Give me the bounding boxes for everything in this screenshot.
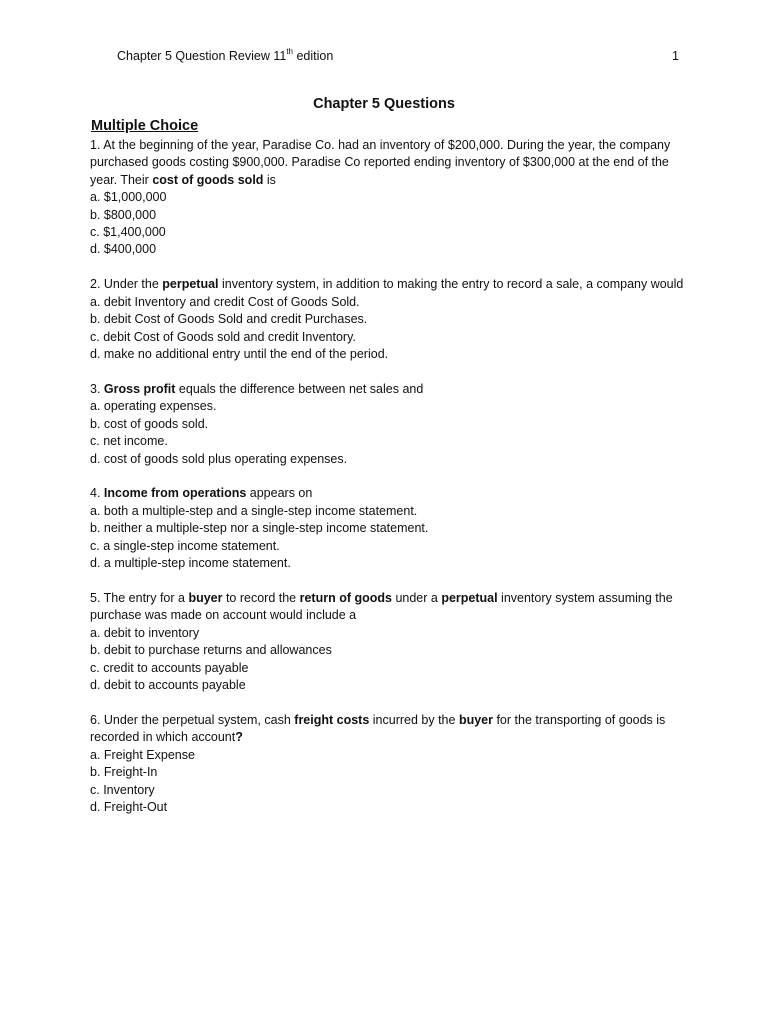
question-5 [90, 590, 685, 694]
answer-option-d: d. a multiple-step income statement. [90, 556, 291, 571]
section-heading: Multiple Choice [91, 118, 199, 134]
answer-option-b: b. debit to purchase returns and allowances [90, 643, 332, 658]
question-3 [90, 381, 685, 468]
question-stem [90, 381, 685, 398]
question-4 [90, 485, 685, 572]
document-title: Chapter 5 Questions [313, 96, 455, 112]
question-1 [90, 137, 685, 259]
answer-option-c: c. credit to accounts payable [90, 660, 249, 675]
answer-option-a: a. operating expenses. [90, 399, 217, 414]
question-stem-text: is [263, 172, 276, 187]
question-stem-text: to record the [222, 590, 300, 605]
question-stem-text: under a [391, 590, 442, 605]
question-stem-text: 6. Under the perpetual system, cash [90, 712, 295, 727]
header-title-suffix: edition [292, 49, 334, 63]
answer-options [90, 503, 685, 573]
question-stem-text: 1. At the beginning of the year, Paradise Co. had an inventory of $200,000. During the year, the company purchased goods costing $900,000. Paradise Co reported ending inventory of $300,000 at the end of the year. Their [90, 138, 671, 187]
question-stem-text: 3. [90, 381, 104, 396]
page-header [117, 47, 679, 65]
answer-option-a: a. debit to inventory [90, 625, 200, 640]
answer-options [90, 189, 685, 259]
question-stem [90, 590, 685, 625]
question-stem-text: 2. Under the [90, 277, 163, 292]
question-stem [90, 137, 685, 189]
answer-option-b: b. debit Cost of Goods Sold and credit Purchases. [90, 312, 368, 327]
question-stem-emphasis: perpetual [162, 277, 219, 292]
answer-option-c: c. net income. [90, 434, 168, 449]
question-stem-emphasis: buyer [458, 712, 493, 727]
answer-option-b: b. $800,000 [90, 207, 157, 222]
answer-option-b: b. Freight-In [90, 765, 158, 780]
page-number: 1 [672, 49, 679, 63]
header-title [117, 47, 333, 65]
header-title-prefix: Chapter 5 Question Review 11 [117, 49, 287, 63]
answer-option-c: c. Inventory [90, 782, 155, 797]
answer-option-d: d. make no additional entry until the end of the period. [90, 346, 389, 361]
answer-option-c: c. $1,400,000 [90, 225, 166, 240]
header-title-superscript: th [286, 46, 293, 56]
question-stem-text: incurred by the [369, 712, 459, 727]
question-stem [90, 276, 685, 293]
question-stem [90, 712, 685, 747]
answer-option-d: d. debit to accounts payable [90, 677, 246, 692]
question-stem-text: equals the difference between net sales and [175, 381, 424, 396]
question-stem-emphasis: cost of goods sold [152, 172, 264, 187]
questions-list [90, 137, 685, 816]
answer-option-d: d. Freight-Out [90, 799, 168, 814]
answer-option-d: d. $400,000 [90, 242, 157, 257]
answer-option-c: c. debit Cost of Goods sold and credit Inventory. [90, 329, 356, 344]
question-stem-emphasis: freight costs [294, 712, 370, 727]
answer-options [90, 625, 685, 695]
question-stem-emphasis: Income from operations [103, 486, 247, 501]
question-stem-text: inventory system assuming the purchase was made on account would include a [90, 590, 673, 623]
question-stem [90, 485, 685, 502]
question-stem-emphasis: buyer [188, 590, 223, 605]
answer-option-a: a. $1,000,000 [90, 190, 167, 205]
question-2 [90, 276, 685, 363]
answer-option-b: b. neither a multiple-step nor a single-step income statement. [90, 521, 429, 536]
question-stem-text: 4. [90, 486, 104, 501]
answer-options [90, 398, 685, 468]
question-stem-text: appears on [246, 486, 313, 501]
answer-option-d: d. cost of goods sold plus operating expenses. [90, 451, 348, 466]
question-stem-text: inventory system, in addition to making the entry to record a sale, a company would [218, 277, 684, 292]
question-stem-text: for the transporting of goods is recorded in which account [90, 712, 666, 745]
answer-option-b: b. cost of goods sold. [90, 416, 209, 431]
question-stem-emphasis: Gross profit [103, 381, 176, 396]
answer-option-a: a. Freight Expense [90, 747, 195, 762]
answer-option-a: a. debit Inventory and credit Cost of Goods Sold. [90, 294, 360, 309]
answer-options [90, 294, 685, 364]
question-stem-emphasis: ? [235, 730, 243, 745]
question-stem-emphasis: perpetual [441, 590, 498, 605]
answer-option-c: c. a single-step income statement. [90, 538, 280, 553]
question-6 [90, 712, 685, 816]
question-stem-emphasis: return of goods [299, 590, 392, 605]
question-stem-text: 5. The entry for a [90, 590, 189, 605]
answer-options [90, 747, 685, 817]
answer-option-a: a. both a multiple-step and a single-step income statement. [90, 503, 418, 518]
